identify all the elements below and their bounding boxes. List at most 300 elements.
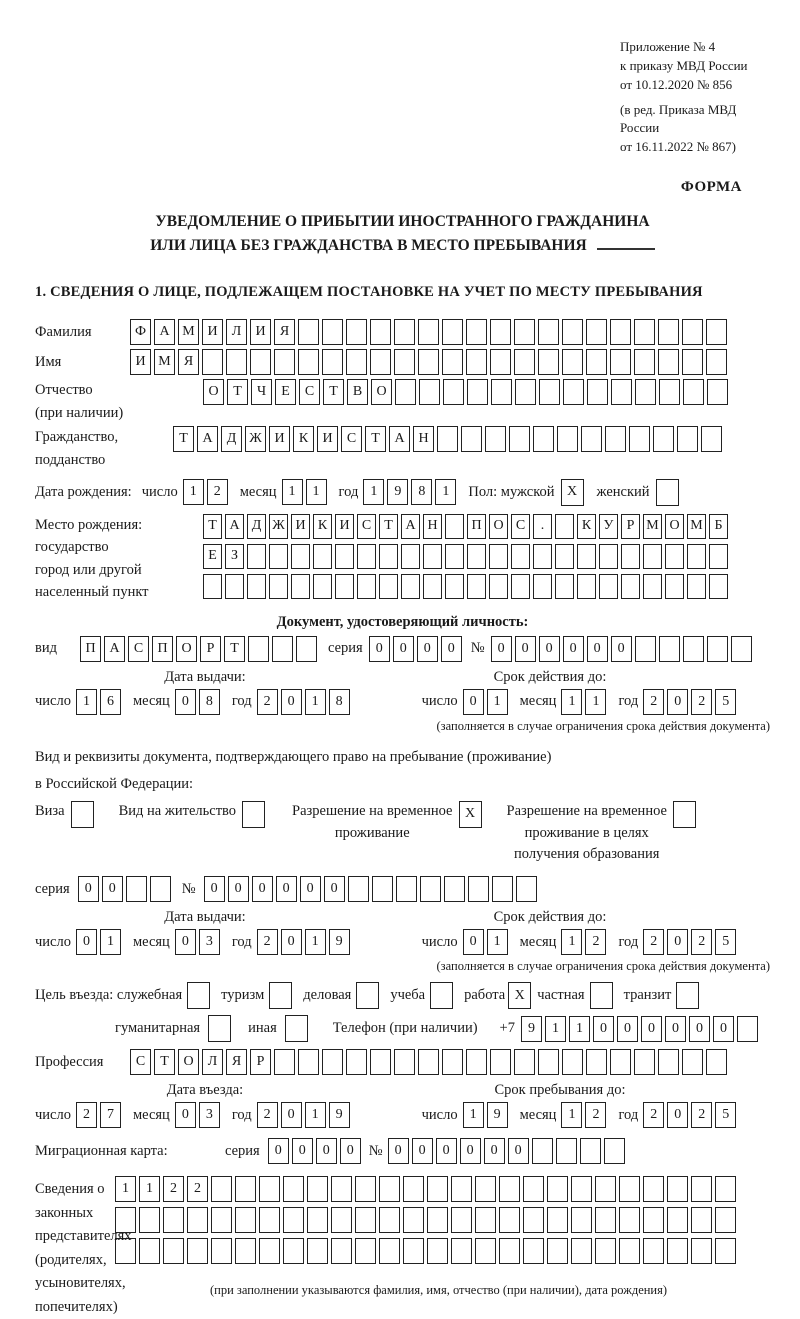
char-cell[interactable]: Я bbox=[274, 319, 295, 345]
char-cell[interactable] bbox=[187, 1207, 208, 1233]
id-issue-month-cells[interactable] bbox=[175, 689, 223, 715]
char-cell[interactable] bbox=[539, 379, 560, 405]
char-cell[interactable]: 0 bbox=[713, 1016, 734, 1042]
char-cell[interactable]: 0 bbox=[316, 1138, 337, 1164]
char-cell[interactable] bbox=[202, 349, 223, 375]
purpose-transit-checkbox[interactable] bbox=[676, 982, 702, 1009]
char-cell[interactable]: 9 bbox=[487, 1102, 508, 1128]
char-cell[interactable] bbox=[610, 319, 631, 345]
char-cell[interactable] bbox=[643, 574, 662, 599]
char-cell[interactable] bbox=[562, 1049, 583, 1075]
char-cell[interactable] bbox=[682, 349, 703, 375]
char-cell[interactable] bbox=[355, 1176, 376, 1202]
char-cell[interactable] bbox=[658, 349, 679, 375]
char-cell[interactable]: X bbox=[561, 479, 584, 506]
char-cell[interactable] bbox=[706, 1049, 727, 1075]
char-cell[interactable] bbox=[523, 1176, 544, 1202]
char-cell[interactable] bbox=[643, 1238, 664, 1264]
char-cell[interactable]: 1 bbox=[487, 689, 508, 715]
permit-issue-month-cells[interactable] bbox=[175, 929, 223, 955]
char-cell[interactable] bbox=[296, 636, 317, 662]
char-cell[interactable]: Т bbox=[173, 426, 194, 452]
char-cell[interactable] bbox=[203, 574, 222, 599]
char-cell[interactable] bbox=[235, 1207, 256, 1233]
char-cell[interactable] bbox=[126, 876, 147, 902]
char-cell[interactable] bbox=[346, 349, 367, 375]
char-cell[interactable]: Д bbox=[221, 426, 242, 452]
sex-female-checkbox[interactable] bbox=[656, 479, 682, 506]
birth-place-cells-row3[interactable] bbox=[203, 574, 731, 599]
char-cell[interactable]: 5 bbox=[715, 689, 736, 715]
char-cell[interactable] bbox=[599, 544, 618, 569]
migration-card-number-cells[interactable] bbox=[388, 1138, 628, 1164]
char-cell[interactable]: А bbox=[225, 514, 244, 539]
char-cell[interactable] bbox=[656, 479, 679, 506]
char-cell[interactable] bbox=[611, 379, 632, 405]
char-cell[interactable]: 1 bbox=[306, 479, 327, 505]
char-cell[interactable]: 8 bbox=[411, 479, 432, 505]
char-cell[interactable] bbox=[372, 876, 393, 902]
char-cell[interactable]: О bbox=[178, 1049, 199, 1075]
char-cell[interactable]: 0 bbox=[563, 636, 584, 662]
char-cell[interactable]: 0 bbox=[300, 876, 321, 902]
char-cell[interactable]: 1 bbox=[463, 1102, 484, 1128]
char-cell[interactable] bbox=[423, 544, 442, 569]
char-cell[interactable] bbox=[485, 426, 506, 452]
char-cell[interactable] bbox=[635, 636, 656, 662]
purpose-business-checkbox[interactable] bbox=[356, 982, 382, 1009]
char-cell[interactable] bbox=[443, 379, 464, 405]
char-cell[interactable] bbox=[547, 1238, 568, 1264]
char-cell[interactable]: 0 bbox=[175, 689, 196, 715]
char-cell[interactable] bbox=[629, 426, 650, 452]
char-cell[interactable]: 5 bbox=[715, 929, 736, 955]
char-cell[interactable] bbox=[335, 574, 354, 599]
char-cell[interactable] bbox=[208, 1015, 231, 1042]
char-cell[interactable] bbox=[586, 1049, 607, 1075]
char-cell[interactable]: 0 bbox=[641, 1016, 662, 1042]
char-cell[interactable] bbox=[707, 379, 728, 405]
char-cell[interactable] bbox=[285, 1015, 308, 1042]
char-cell[interactable]: С bbox=[341, 426, 362, 452]
char-cell[interactable]: Е bbox=[275, 379, 296, 405]
char-cell[interactable] bbox=[269, 574, 288, 599]
char-cell[interactable]: О bbox=[665, 514, 684, 539]
char-cell[interactable] bbox=[419, 379, 440, 405]
char-cell[interactable] bbox=[687, 544, 706, 569]
char-cell[interactable] bbox=[163, 1207, 184, 1233]
char-cell[interactable]: Ф bbox=[130, 319, 151, 345]
char-cell[interactable] bbox=[451, 1176, 472, 1202]
char-cell[interactable] bbox=[511, 544, 530, 569]
char-cell[interactable] bbox=[427, 1207, 448, 1233]
char-cell[interactable]: 0 bbox=[667, 689, 688, 715]
birth-year-cells[interactable] bbox=[363, 479, 459, 505]
char-cell[interactable] bbox=[715, 1238, 736, 1264]
char-cell[interactable] bbox=[269, 544, 288, 569]
char-cell[interactable] bbox=[370, 1049, 391, 1075]
char-cell[interactable]: Р bbox=[621, 514, 640, 539]
char-cell[interactable] bbox=[401, 544, 420, 569]
char-cell[interactable]: 2 bbox=[76, 1102, 97, 1128]
char-cell[interactable] bbox=[466, 349, 487, 375]
char-cell[interactable] bbox=[635, 379, 656, 405]
char-cell[interactable] bbox=[706, 319, 727, 345]
char-cell[interactable] bbox=[396, 876, 417, 902]
char-cell[interactable] bbox=[370, 349, 391, 375]
char-cell[interactable] bbox=[491, 379, 512, 405]
char-cell[interactable] bbox=[418, 1049, 439, 1075]
char-cell[interactable]: О bbox=[203, 379, 224, 405]
char-cell[interactable]: О bbox=[176, 636, 197, 662]
char-cell[interactable] bbox=[563, 379, 584, 405]
char-cell[interactable]: 0 bbox=[102, 876, 123, 902]
char-cell[interactable]: 2 bbox=[207, 479, 228, 505]
char-cell[interactable]: 0 bbox=[436, 1138, 457, 1164]
char-cell[interactable]: 1 bbox=[115, 1176, 136, 1202]
char-cell[interactable]: Ж bbox=[245, 426, 266, 452]
char-cell[interactable]: А bbox=[154, 319, 175, 345]
char-cell[interactable] bbox=[139, 1207, 160, 1233]
char-cell[interactable] bbox=[403, 1238, 424, 1264]
char-cell[interactable]: И bbox=[250, 319, 271, 345]
char-cell[interactable] bbox=[604, 1138, 625, 1164]
char-cell[interactable] bbox=[595, 1176, 616, 1202]
char-cell[interactable]: И bbox=[202, 319, 223, 345]
char-cell[interactable] bbox=[274, 349, 295, 375]
char-cell[interactable]: 0 bbox=[78, 876, 99, 902]
char-cell[interactable] bbox=[394, 349, 415, 375]
char-cell[interactable]: 2 bbox=[691, 1102, 712, 1128]
char-cell[interactable]: О bbox=[371, 379, 392, 405]
char-cell[interactable]: 0 bbox=[593, 1016, 614, 1042]
char-cell[interactable] bbox=[659, 379, 680, 405]
char-cell[interactable]: Т bbox=[365, 426, 386, 452]
char-cell[interactable] bbox=[475, 1176, 496, 1202]
char-cell[interactable] bbox=[322, 1049, 343, 1075]
char-cell[interactable] bbox=[427, 1238, 448, 1264]
char-cell[interactable] bbox=[643, 544, 662, 569]
char-cell[interactable] bbox=[401, 574, 420, 599]
char-cell[interactable] bbox=[139, 1238, 160, 1264]
char-cell[interactable] bbox=[634, 349, 655, 375]
char-cell[interactable] bbox=[610, 1049, 631, 1075]
char-cell[interactable] bbox=[691, 1176, 712, 1202]
char-cell[interactable]: . bbox=[533, 514, 552, 539]
char-cell[interactable] bbox=[619, 1176, 640, 1202]
char-cell[interactable]: 1 bbox=[363, 479, 384, 505]
char-cell[interactable]: 9 bbox=[387, 479, 408, 505]
char-cell[interactable]: 1 bbox=[561, 1102, 582, 1128]
char-cell[interactable]: Я bbox=[178, 349, 199, 375]
char-cell[interactable]: Т bbox=[224, 636, 245, 662]
char-cell[interactable] bbox=[586, 349, 607, 375]
char-cell[interactable] bbox=[283, 1176, 304, 1202]
char-cell[interactable] bbox=[322, 349, 343, 375]
char-cell[interactable]: 1 bbox=[561, 689, 582, 715]
char-cell[interactable] bbox=[533, 426, 554, 452]
char-cell[interactable]: 2 bbox=[187, 1176, 208, 1202]
char-cell[interactable] bbox=[187, 982, 210, 1009]
char-cell[interactable]: 1 bbox=[282, 479, 303, 505]
char-cell[interactable] bbox=[394, 319, 415, 345]
char-cell[interactable] bbox=[418, 349, 439, 375]
patronymic-cells[interactable] bbox=[203, 379, 731, 405]
char-cell[interactable] bbox=[331, 1176, 352, 1202]
char-cell[interactable] bbox=[499, 1176, 520, 1202]
char-cell[interactable]: Ж bbox=[269, 514, 288, 539]
birth-place-cells-row1[interactable] bbox=[203, 514, 731, 539]
char-cell[interactable] bbox=[665, 544, 684, 569]
char-cell[interactable]: 5 bbox=[715, 1102, 736, 1128]
char-cell[interactable] bbox=[571, 1176, 592, 1202]
char-cell[interactable] bbox=[514, 349, 535, 375]
char-cell[interactable]: 2 bbox=[691, 929, 712, 955]
purpose-work-checkbox[interactable] bbox=[508, 982, 534, 1009]
char-cell[interactable] bbox=[467, 574, 486, 599]
char-cell[interactable]: 1 bbox=[305, 1102, 326, 1128]
char-cell[interactable] bbox=[673, 801, 696, 828]
char-cell[interactable] bbox=[581, 426, 602, 452]
char-cell[interactable] bbox=[467, 379, 488, 405]
char-cell[interactable]: Т bbox=[227, 379, 248, 405]
id-issue-year-cells[interactable] bbox=[257, 689, 353, 715]
char-cell[interactable] bbox=[283, 1238, 304, 1264]
char-cell[interactable] bbox=[211, 1238, 232, 1264]
char-cell[interactable] bbox=[461, 426, 482, 452]
char-cell[interactable]: 0 bbox=[587, 636, 608, 662]
char-cell[interactable] bbox=[595, 1207, 616, 1233]
char-cell[interactable] bbox=[605, 426, 626, 452]
char-cell[interactable] bbox=[283, 1207, 304, 1233]
char-cell[interactable]: 2 bbox=[643, 1102, 664, 1128]
char-cell[interactable] bbox=[610, 349, 631, 375]
residence-permit-checkbox[interactable] bbox=[242, 801, 268, 828]
char-cell[interactable] bbox=[248, 636, 269, 662]
char-cell[interactable]: 0 bbox=[281, 1102, 302, 1128]
char-cell[interactable] bbox=[322, 319, 343, 345]
char-cell[interactable]: 1 bbox=[305, 689, 326, 715]
char-cell[interactable]: 1 bbox=[183, 479, 204, 505]
char-cell[interactable] bbox=[346, 1049, 367, 1075]
permit-series-cells[interactable] bbox=[78, 876, 174, 902]
char-cell[interactable] bbox=[538, 349, 559, 375]
char-cell[interactable] bbox=[259, 1207, 280, 1233]
char-cell[interactable] bbox=[475, 1207, 496, 1233]
char-cell[interactable]: 2 bbox=[257, 689, 278, 715]
char-cell[interactable] bbox=[715, 1176, 736, 1202]
visa-checkbox[interactable] bbox=[71, 801, 97, 828]
char-cell[interactable] bbox=[555, 514, 574, 539]
char-cell[interactable] bbox=[247, 574, 266, 599]
char-cell[interactable]: Т bbox=[379, 514, 398, 539]
char-cell[interactable] bbox=[658, 1049, 679, 1075]
doc-type-cells[interactable] bbox=[80, 636, 320, 662]
entry-month-cells[interactable] bbox=[175, 1102, 223, 1128]
char-cell[interactable]: X bbox=[508, 982, 531, 1009]
char-cell[interactable] bbox=[707, 636, 728, 662]
char-cell[interactable] bbox=[676, 982, 699, 1009]
char-cell[interactable] bbox=[259, 1238, 280, 1264]
char-cell[interactable] bbox=[370, 319, 391, 345]
char-cell[interactable] bbox=[451, 1207, 472, 1233]
char-cell[interactable] bbox=[379, 1207, 400, 1233]
char-cell[interactable]: 0 bbox=[441, 636, 462, 662]
char-cell[interactable] bbox=[395, 379, 416, 405]
char-cell[interactable] bbox=[538, 1049, 559, 1075]
char-cell[interactable]: 7 bbox=[100, 1102, 121, 1128]
char-cell[interactable]: С bbox=[511, 514, 530, 539]
char-cell[interactable]: 0 bbox=[268, 1138, 289, 1164]
char-cell[interactable] bbox=[709, 544, 728, 569]
char-cell[interactable]: 0 bbox=[689, 1016, 710, 1042]
char-cell[interactable] bbox=[532, 1138, 553, 1164]
char-cell[interactable]: 0 bbox=[463, 929, 484, 955]
char-cell[interactable] bbox=[621, 574, 640, 599]
char-cell[interactable]: А bbox=[104, 636, 125, 662]
char-cell[interactable]: 1 bbox=[100, 929, 121, 955]
char-cell[interactable]: 0 bbox=[508, 1138, 529, 1164]
char-cell[interactable] bbox=[445, 514, 464, 539]
char-cell[interactable]: X bbox=[459, 801, 482, 828]
char-cell[interactable] bbox=[242, 801, 265, 828]
phone-cells[interactable] bbox=[521, 1016, 761, 1042]
char-cell[interactable]: М bbox=[178, 319, 199, 345]
char-cell[interactable] bbox=[643, 1207, 664, 1233]
char-cell[interactable] bbox=[556, 1138, 577, 1164]
char-cell[interactable]: А bbox=[197, 426, 218, 452]
char-cell[interactable]: 2 bbox=[585, 929, 606, 955]
stay-day-cells[interactable] bbox=[463, 1102, 511, 1128]
char-cell[interactable]: 2 bbox=[257, 1102, 278, 1128]
char-cell[interactable]: И bbox=[317, 426, 338, 452]
char-cell[interactable] bbox=[687, 574, 706, 599]
stay-year-cells[interactable] bbox=[643, 1102, 739, 1128]
char-cell[interactable] bbox=[590, 982, 613, 1009]
birth-month-cells[interactable] bbox=[282, 479, 330, 505]
char-cell[interactable] bbox=[357, 574, 376, 599]
char-cell[interactable] bbox=[451, 1238, 472, 1264]
permit-issue-year-cells[interactable] bbox=[257, 929, 353, 955]
char-cell[interactable] bbox=[523, 1238, 544, 1264]
char-cell[interactable] bbox=[272, 636, 293, 662]
char-cell[interactable] bbox=[677, 426, 698, 452]
char-cell[interactable] bbox=[335, 544, 354, 569]
char-cell[interactable] bbox=[643, 1176, 664, 1202]
char-cell[interactable] bbox=[313, 574, 332, 599]
char-cell[interactable]: 0 bbox=[388, 1138, 409, 1164]
id-expiry-month-cells[interactable] bbox=[561, 689, 609, 715]
char-cell[interactable] bbox=[667, 1238, 688, 1264]
char-cell[interactable] bbox=[444, 876, 465, 902]
char-cell[interactable]: 1 bbox=[569, 1016, 590, 1042]
char-cell[interactable] bbox=[346, 319, 367, 345]
char-cell[interactable] bbox=[445, 574, 464, 599]
birth-place-cells-row2[interactable] bbox=[203, 544, 731, 569]
char-cell[interactable] bbox=[394, 1049, 415, 1075]
char-cell[interactable] bbox=[683, 636, 704, 662]
char-cell[interactable]: Л bbox=[202, 1049, 223, 1075]
char-cell[interactable]: 1 bbox=[487, 929, 508, 955]
char-cell[interactable] bbox=[247, 544, 266, 569]
char-cell[interactable] bbox=[599, 574, 618, 599]
doc-series-cells[interactable] bbox=[369, 636, 465, 662]
char-cell[interactable]: 1 bbox=[305, 929, 326, 955]
char-cell[interactable] bbox=[571, 1207, 592, 1233]
doc-number-cells[interactable] bbox=[491, 636, 755, 662]
char-cell[interactable] bbox=[307, 1238, 328, 1264]
char-cell[interactable] bbox=[490, 319, 511, 345]
char-cell[interactable] bbox=[659, 636, 680, 662]
char-cell[interactable]: Н bbox=[413, 426, 434, 452]
char-cell[interactable]: П bbox=[80, 636, 101, 662]
char-cell[interactable] bbox=[466, 1049, 487, 1075]
char-cell[interactable]: 0 bbox=[276, 876, 297, 902]
char-cell[interactable] bbox=[71, 801, 94, 828]
char-cell[interactable]: 0 bbox=[175, 1102, 196, 1128]
char-cell[interactable] bbox=[509, 426, 530, 452]
char-cell[interactable]: 0 bbox=[611, 636, 632, 662]
char-cell[interactable] bbox=[595, 1238, 616, 1264]
char-cell[interactable] bbox=[298, 319, 319, 345]
representatives-cells-row1[interactable] bbox=[115, 1176, 770, 1202]
char-cell[interactable]: 0 bbox=[76, 929, 97, 955]
name-cells[interactable] bbox=[130, 349, 730, 375]
char-cell[interactable]: 2 bbox=[643, 689, 664, 715]
char-cell[interactable] bbox=[533, 574, 552, 599]
char-cell[interactable]: 0 bbox=[281, 689, 302, 715]
char-cell[interactable]: Д bbox=[247, 514, 266, 539]
char-cell[interactable]: 3 bbox=[199, 1102, 220, 1128]
char-cell[interactable] bbox=[658, 319, 679, 345]
char-cell[interactable] bbox=[571, 1238, 592, 1264]
temp-residence-edu-checkbox[interactable] bbox=[673, 801, 699, 828]
purpose-tourism-checkbox[interactable] bbox=[269, 982, 295, 1009]
representatives-cells-row2[interactable] bbox=[115, 1207, 770, 1233]
char-cell[interactable] bbox=[706, 349, 727, 375]
char-cell[interactable] bbox=[445, 544, 464, 569]
purpose-study-checkbox[interactable] bbox=[430, 982, 456, 1009]
entry-day-cells[interactable] bbox=[76, 1102, 124, 1128]
char-cell[interactable]: Т bbox=[154, 1049, 175, 1075]
char-cell[interactable] bbox=[621, 544, 640, 569]
char-cell[interactable] bbox=[150, 876, 171, 902]
char-cell[interactable] bbox=[475, 1238, 496, 1264]
char-cell[interactable] bbox=[442, 349, 463, 375]
purpose-official-checkbox[interactable] bbox=[187, 982, 213, 1009]
char-cell[interactable]: 0 bbox=[515, 636, 536, 662]
char-cell[interactable] bbox=[467, 544, 486, 569]
char-cell[interactable]: 0 bbox=[617, 1016, 638, 1042]
char-cell[interactable]: М bbox=[154, 349, 175, 375]
char-cell[interactable] bbox=[492, 876, 513, 902]
char-cell[interactable] bbox=[562, 319, 583, 345]
char-cell[interactable] bbox=[403, 1207, 424, 1233]
char-cell[interactable] bbox=[547, 1207, 568, 1233]
char-cell[interactable]: 0 bbox=[667, 929, 688, 955]
char-cell[interactable]: 0 bbox=[539, 636, 560, 662]
permit-expiry-month-cells[interactable] bbox=[561, 929, 609, 955]
char-cell[interactable] bbox=[418, 319, 439, 345]
char-cell[interactable] bbox=[437, 426, 458, 452]
char-cell[interactable] bbox=[555, 544, 574, 569]
char-cell[interactable] bbox=[619, 1207, 640, 1233]
char-cell[interactable]: 1 bbox=[585, 689, 606, 715]
temp-residence-checkbox[interactable] bbox=[459, 801, 485, 828]
char-cell[interactable] bbox=[562, 349, 583, 375]
char-cell[interactable] bbox=[163, 1238, 184, 1264]
char-cell[interactable] bbox=[427, 1176, 448, 1202]
